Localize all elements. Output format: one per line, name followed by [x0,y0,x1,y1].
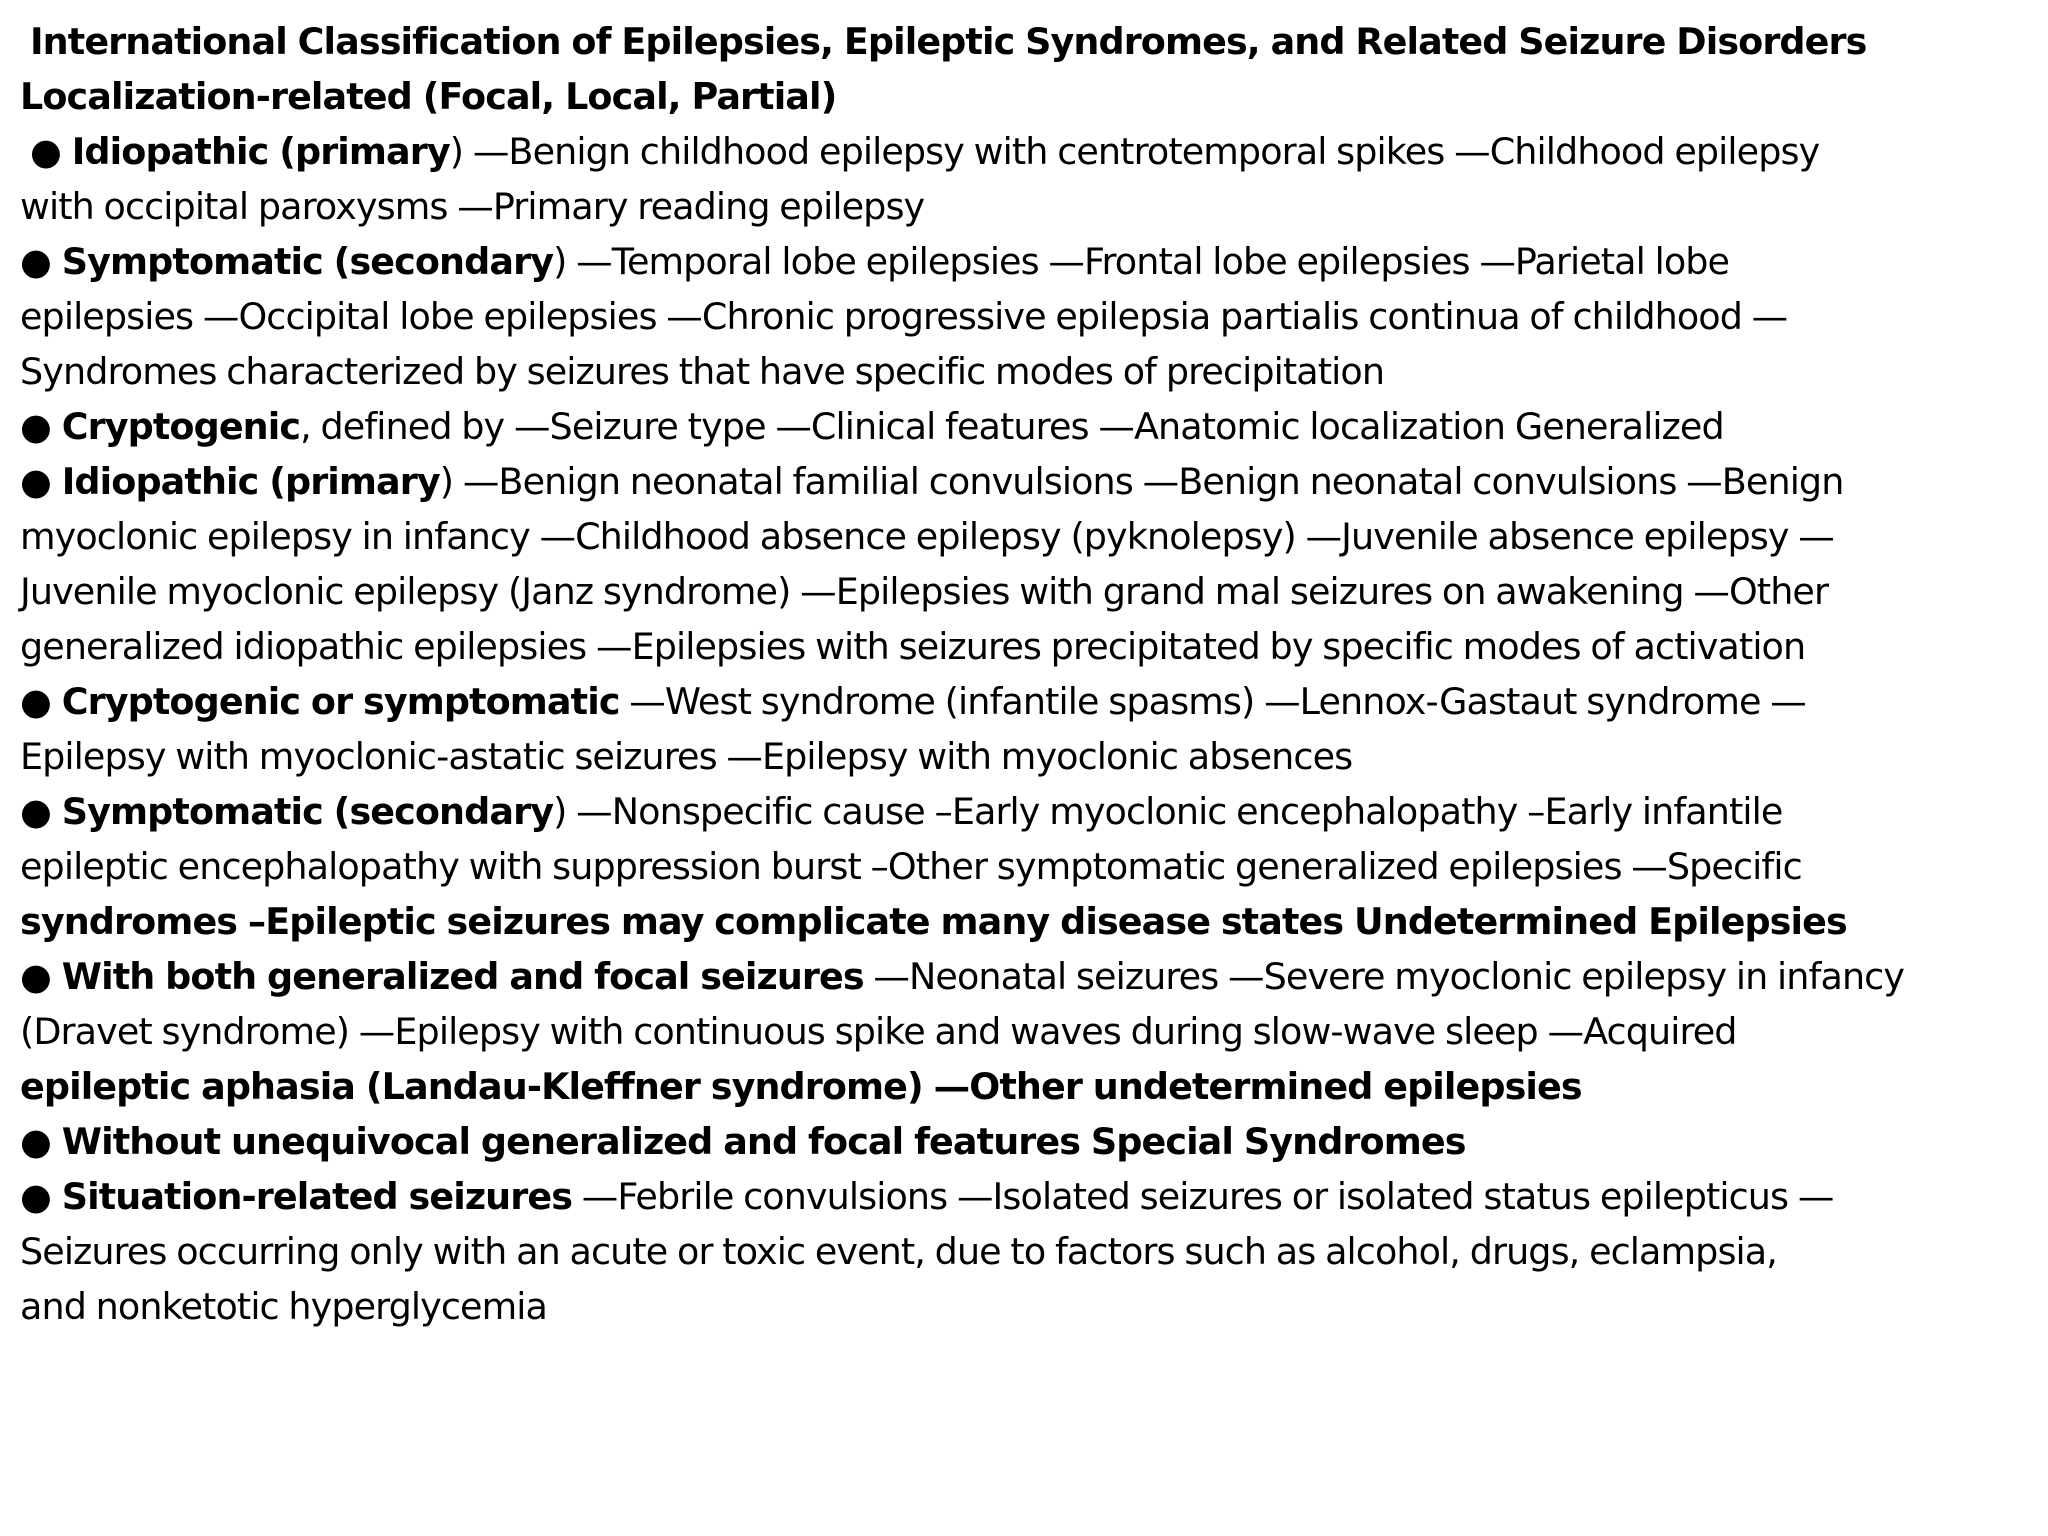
classification-lines [20,69,2010,1334]
text-line [20,619,2010,674]
text-line [20,729,2010,784]
text-run: Epilepsy with myoclonic-astatic seizures —Epilepsy with myoclonic absences [20,735,1353,778]
text-run: —Febrile convulsions —Isolated seizures or isolated status epilepticus — [572,1175,1834,1218]
bold-text-run: ● Idiopathic (primary [20,460,440,503]
document-title: International Classification of Epilepsies, Epileptic Syndromes, and Related Seizure Disorders [30,20,1867,63]
text-line [20,454,2010,509]
text-line [20,564,2010,619]
text-run: and nonketotic hyperglycemia [20,1285,547,1328]
bold-text-run: Localization-related (Focal, Local, Partial) [20,75,837,118]
text-run: ) —Temporal lobe epilepsies —Frontal lobe epilepsies —Parietal lobe [553,240,1730,283]
text-line [20,124,2010,179]
text-run: Seizures occurring only with an acute or toxic event, due to factors such as alcohol, drugs, eclampsia, [20,1230,1777,1273]
text-run: (Dravet syndrome) —Epilepsy with continuous spike and waves during slow-wave sleep —Acquired [20,1010,1737,1053]
bold-text-run: epileptic aphasia (Landau-Kleffner syndrome) —Other undetermined epilepsies [20,1065,1582,1108]
text-run: —Neonatal seizures —Severe myoclonic epilepsy in infancy [863,955,1905,998]
text-run: ) —Nonspecific cause –Early myoclonic encephalopathy –Early infantile [553,790,1783,833]
text-line [20,1004,2010,1059]
text-run: ) —Benign neonatal familial convulsions —Benign neonatal convulsions —Benign [439,460,1844,503]
text-line [20,1059,2010,1114]
text-run: Syndromes characterized by seizures that have specific modes of precipitation [20,350,1385,393]
bold-text-run: ● Symptomatic (secondary [20,240,554,283]
text-line [20,894,2010,949]
text-line [20,839,2010,894]
text-line [20,344,2010,399]
text-run: ) —Benign childhood epilepsy with centrotemporal spikes —Childhood epilepsy [449,130,1820,173]
document-body [20,14,2010,1334]
text-run: with occipital paroxysms —Primary reading epilepsy [20,185,925,228]
text-run: , defined by —Seizure type —Clinical features —Anatomic localization Generalized [300,405,1724,448]
bold-text-run: ● Cryptogenic [20,405,301,448]
text-line [20,234,2010,289]
bold-text-run: ● Symptomatic (secondary [20,790,554,833]
bold-text-run: syndromes –Epileptic seizures may complicate many disease states Undetermined Epilepsies [20,900,1847,943]
text-run: generalized idiopathic epilepsies —Epilepsies with seizures precipitated by specific modes of activation [20,625,1806,668]
text-line [20,1114,2010,1169]
text-run: epilepsies —Occipital lobe epilepsies —Chronic progressive epilepsia partialis continua of childhood — [20,295,1788,338]
bold-text-run: ● With both generalized and focal seizures [20,955,864,998]
text-run: myoclonic epilepsy in infancy —Childhood absence epilepsy (pyknolepsy) —Juvenile absence epilepsy — [20,515,1834,558]
bold-text-run: ● Idiopathic (primary [30,130,450,173]
text-line [20,1224,2010,1279]
text-line [20,674,2010,729]
text-run: epileptic encephalopathy with suppression burst –Other symptomatic generalized epilepsies —Specific [20,845,1802,888]
text-line [20,949,2010,1004]
text-line [20,289,2010,344]
text-line [20,399,2010,454]
text-run: —West syndrome (infantile spasms) —Lennox-Gastaut syndrome — [619,680,1806,723]
bold-text-run: ● Without unequivocal generalized and focal features Special Syndromes [20,1120,1466,1163]
text-line [20,179,2010,234]
text-run: Juvenile myoclonic epilepsy (Janz syndrome) —Epilepsies with grand mal seizures on awakening —Other [20,570,1829,613]
bold-text-run: ● Cryptogenic or symptomatic [20,680,620,723]
bold-text-run: ● Situation-related seizures [20,1175,573,1218]
text-line [20,1279,2010,1334]
text-line [20,509,2010,564]
text-line [20,69,2010,124]
text-line [20,784,2010,839]
text-line [20,1169,2010,1224]
